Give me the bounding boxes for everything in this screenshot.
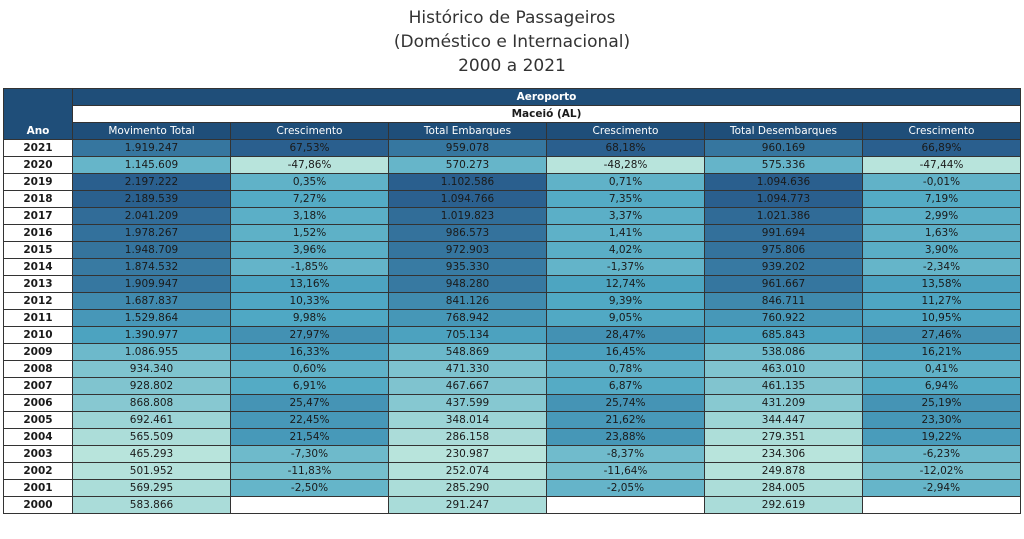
table-row	[4, 361, 1021, 378]
year-cell: 2011	[4, 310, 73, 327]
total-embarques-cell: 291.247	[389, 497, 547, 514]
year-cell: 2004	[4, 429, 73, 446]
table-row	[4, 276, 1021, 293]
crescimento-desembarques-cell: 11,27%	[863, 293, 1021, 310]
movimento-total-cell: 501.952	[73, 463, 231, 480]
movimento-total-cell: 1.948.709	[73, 242, 231, 259]
crescimento-total-cell: 10,33%	[231, 293, 389, 310]
crescimento-embarques-cell: 0,78%	[547, 361, 705, 378]
crescimento-embarques-cell: 4,02%	[547, 242, 705, 259]
total-embarques-cell: 959.078	[389, 140, 547, 157]
crescimento-desembarques-cell	[863, 497, 1021, 514]
movimento-total-cell: 1.687.837	[73, 293, 231, 310]
total-desembarques-cell: 685.843	[705, 327, 863, 344]
title-line-2: (Doméstico e Internacional)	[393, 32, 631, 52]
crescimento-embarques-cell: -8,37%	[547, 446, 705, 463]
table-row	[4, 446, 1021, 463]
crescimento-embarques-cell: 9,39%	[547, 293, 705, 310]
year-cell: 2012	[4, 293, 73, 310]
column-header-movimento-total: Movimento Total	[73, 123, 231, 140]
movimento-total-cell: 1.874.532	[73, 259, 231, 276]
table-row	[4, 191, 1021, 208]
crescimento-total-cell: 21,54%	[231, 429, 389, 446]
year-cell: 2020	[4, 157, 73, 174]
crescimento-embarques-cell: -48,28%	[547, 157, 705, 174]
crescimento-total-cell: 16,33%	[231, 344, 389, 361]
total-embarques-cell: 348.014	[389, 412, 547, 429]
total-embarques-cell: 972.903	[389, 242, 547, 259]
year-cell: 2013	[4, 276, 73, 293]
airport-name-header: Maceió (AL)	[73, 106, 1021, 123]
crescimento-embarques-cell: -11,64%	[547, 463, 705, 480]
crescimento-total-cell: 3,18%	[231, 208, 389, 225]
movimento-total-cell: 1.086.955	[73, 344, 231, 361]
crescimento-desembarques-cell: 66,89%	[863, 140, 1021, 157]
airport-group-header: Aeroporto	[73, 89, 1021, 106]
total-desembarques-cell: 284.005	[705, 480, 863, 497]
year-cell: 2017	[4, 208, 73, 225]
crescimento-embarques-cell: 68,18%	[547, 140, 705, 157]
total-desembarques-cell: 846.711	[705, 293, 863, 310]
crescimento-total-cell: 3,96%	[231, 242, 389, 259]
crescimento-embarques-cell: -1,37%	[547, 259, 705, 276]
total-embarques-cell: 841.126	[389, 293, 547, 310]
passenger-table	[3, 88, 1021, 514]
movimento-total-cell: 565.509	[73, 429, 231, 446]
movimento-total-cell: 868.808	[73, 395, 231, 412]
chart-title	[0, 6, 1024, 78]
table-row	[4, 395, 1021, 412]
total-desembarques-cell: 1.094.773	[705, 191, 863, 208]
crescimento-desembarques-cell: 23,30%	[863, 412, 1021, 429]
crescimento-desembarques-cell: -6,23%	[863, 446, 1021, 463]
crescimento-total-cell: 13,16%	[231, 276, 389, 293]
crescimento-desembarques-cell: 10,95%	[863, 310, 1021, 327]
movimento-total-cell: 569.295	[73, 480, 231, 497]
crescimento-desembarques-cell: 6,94%	[863, 378, 1021, 395]
year-cell: 2005	[4, 412, 73, 429]
movimento-total-cell: 934.340	[73, 361, 231, 378]
movimento-total-cell: 1.529.864	[73, 310, 231, 327]
total-desembarques-cell: 344.447	[705, 412, 863, 429]
column-header-total-desembarques: Total Desembarques	[705, 123, 863, 140]
movimento-total-cell: 465.293	[73, 446, 231, 463]
crescimento-desembarques-cell: 19,22%	[863, 429, 1021, 446]
crescimento-total-cell: -7,30%	[231, 446, 389, 463]
total-embarques-cell: 437.599	[389, 395, 547, 412]
year-cell: 2008	[4, 361, 73, 378]
total-embarques-cell: 570.273	[389, 157, 547, 174]
total-embarques-cell: 467.667	[389, 378, 547, 395]
total-desembarques-cell: 292.619	[705, 497, 863, 514]
crescimento-total-cell: 67,53%	[231, 140, 389, 157]
movimento-total-cell: 2.197.222	[73, 174, 231, 191]
total-desembarques-cell: 961.667	[705, 276, 863, 293]
crescimento-desembarques-cell: -2,34%	[863, 259, 1021, 276]
table-row	[4, 344, 1021, 361]
movimento-total-cell: 1.978.267	[73, 225, 231, 242]
title-line-3: 2000 a 2021	[458, 56, 566, 76]
table-row	[4, 225, 1021, 242]
movimento-total-cell: 1.390.977	[73, 327, 231, 344]
year-cell: 2002	[4, 463, 73, 480]
crescimento-desembarques-cell: 16,21%	[863, 344, 1021, 361]
table-row	[4, 480, 1021, 497]
year-cell: 2021	[4, 140, 73, 157]
table-row	[4, 140, 1021, 157]
total-embarques-cell: 548.869	[389, 344, 547, 361]
column-header-crescimento-total: Crescimento	[231, 123, 389, 140]
column-header-total-embarques: Total Embarques	[389, 123, 547, 140]
total-embarques-cell: 286.158	[389, 429, 547, 446]
crescimento-desembarques-cell: 7,19%	[863, 191, 1021, 208]
crescimento-embarques-cell: 21,62%	[547, 412, 705, 429]
total-desembarques-cell: 960.169	[705, 140, 863, 157]
crescimento-total-cell: 6,91%	[231, 378, 389, 395]
crescimento-total-cell: 27,97%	[231, 327, 389, 344]
crescimento-embarques-cell: 6,87%	[547, 378, 705, 395]
crescimento-total-cell: 0,35%	[231, 174, 389, 191]
total-embarques-cell: 1.094.766	[389, 191, 547, 208]
year-cell: 2009	[4, 344, 73, 361]
table-row	[4, 412, 1021, 429]
table-row	[4, 242, 1021, 259]
table-body	[4, 140, 1021, 514]
total-desembarques-cell: 463.010	[705, 361, 863, 378]
total-embarques-cell: 285.290	[389, 480, 547, 497]
total-desembarques-cell: 575.336	[705, 157, 863, 174]
year-cell: 2018	[4, 191, 73, 208]
movimento-total-cell: 2.189.539	[73, 191, 231, 208]
table-row	[4, 310, 1021, 327]
total-desembarques-cell: 538.086	[705, 344, 863, 361]
column-header-crescimento-desembarques: Crescimento	[863, 123, 1021, 140]
crescimento-desembarques-cell: -12,02%	[863, 463, 1021, 480]
total-desembarques-cell: 975.806	[705, 242, 863, 259]
crescimento-embarques-cell: 9,05%	[547, 310, 705, 327]
total-desembarques-cell: 234.306	[705, 446, 863, 463]
crescimento-embarques-cell: 3,37%	[547, 208, 705, 225]
year-cell: 2000	[4, 497, 73, 514]
year-column-header: Ano	[4, 89, 73, 140]
crescimento-desembarques-cell: 25,19%	[863, 395, 1021, 412]
total-embarques-cell: 230.987	[389, 446, 547, 463]
crescimento-total-cell: 25,47%	[231, 395, 389, 412]
year-cell: 2003	[4, 446, 73, 463]
crescimento-desembarques-cell: 13,58%	[863, 276, 1021, 293]
total-embarques-cell: 252.074	[389, 463, 547, 480]
table-row	[4, 429, 1021, 446]
crescimento-embarques-cell: 25,74%	[547, 395, 705, 412]
crescimento-total-cell	[231, 497, 389, 514]
table-row	[4, 259, 1021, 276]
crescimento-total-cell: 9,98%	[231, 310, 389, 327]
total-embarques-cell: 948.280	[389, 276, 547, 293]
crescimento-embarques-cell: -2,05%	[547, 480, 705, 497]
crescimento-desembarques-cell: 3,90%	[863, 242, 1021, 259]
movimento-total-cell: 928.802	[73, 378, 231, 395]
total-desembarques-cell: 279.351	[705, 429, 863, 446]
crescimento-desembarques-cell: 27,46%	[863, 327, 1021, 344]
crescimento-embarques-cell: 1,41%	[547, 225, 705, 242]
crescimento-desembarques-cell: -0,01%	[863, 174, 1021, 191]
year-cell: 2001	[4, 480, 73, 497]
year-cell: 2019	[4, 174, 73, 191]
total-desembarques-cell: 991.694	[705, 225, 863, 242]
year-cell: 2015	[4, 242, 73, 259]
year-cell: 2006	[4, 395, 73, 412]
movimento-total-cell: 583.866	[73, 497, 231, 514]
crescimento-embarques-cell: 23,88%	[547, 429, 705, 446]
crescimento-total-cell: -47,86%	[231, 157, 389, 174]
total-embarques-cell: 705.134	[389, 327, 547, 344]
crescimento-desembarques-cell: -2,94%	[863, 480, 1021, 497]
table-row	[4, 378, 1021, 395]
crescimento-total-cell: -11,83%	[231, 463, 389, 480]
total-embarques-cell: 471.330	[389, 361, 547, 378]
total-embarques-cell: 1.019.823	[389, 208, 547, 225]
movimento-total-cell: 1.909.947	[73, 276, 231, 293]
crescimento-total-cell: 7,27%	[231, 191, 389, 208]
year-cell: 2014	[4, 259, 73, 276]
total-desembarques-cell: 431.209	[705, 395, 863, 412]
year-cell: 2007	[4, 378, 73, 395]
crescimento-embarques-cell: 28,47%	[547, 327, 705, 344]
crescimento-total-cell: 0,60%	[231, 361, 389, 378]
total-desembarques-cell: 1.094.636	[705, 174, 863, 191]
crescimento-embarques-cell: 16,45%	[547, 344, 705, 361]
crescimento-total-cell: 22,45%	[231, 412, 389, 429]
total-desembarques-cell: 939.202	[705, 259, 863, 276]
crescimento-embarques-cell: 7,35%	[547, 191, 705, 208]
total-embarques-cell: 1.102.586	[389, 174, 547, 191]
movimento-total-cell: 692.461	[73, 412, 231, 429]
year-cell: 2016	[4, 225, 73, 242]
total-desembarques-cell: 1.021.386	[705, 208, 863, 225]
table-row	[4, 157, 1021, 174]
movimento-total-cell: 1.919.247	[73, 140, 231, 157]
movimento-total-cell: 1.145.609	[73, 157, 231, 174]
movimento-total-cell: 2.041.209	[73, 208, 231, 225]
total-embarques-cell: 935.330	[389, 259, 547, 276]
crescimento-desembarques-cell: 0,41%	[863, 361, 1021, 378]
crescimento-total-cell: -1,85%	[231, 259, 389, 276]
table-row	[4, 293, 1021, 310]
crescimento-total-cell: -2,50%	[231, 480, 389, 497]
crescimento-desembarques-cell: -47,44%	[863, 157, 1021, 174]
total-desembarques-cell: 461.135	[705, 378, 863, 395]
column-header-crescimento-embarques: Crescimento	[547, 123, 705, 140]
table-row	[4, 174, 1021, 191]
crescimento-embarques-cell	[547, 497, 705, 514]
year-cell: 2010	[4, 327, 73, 344]
crescimento-embarques-cell: 12,74%	[547, 276, 705, 293]
total-embarques-cell: 768.942	[389, 310, 547, 327]
table-row	[4, 208, 1021, 225]
crescimento-desembarques-cell: 2,99%	[863, 208, 1021, 225]
total-desembarques-cell: 760.922	[705, 310, 863, 327]
total-desembarques-cell: 249.878	[705, 463, 863, 480]
table-row	[4, 463, 1021, 480]
table-row	[4, 327, 1021, 344]
total-embarques-cell: 986.573	[389, 225, 547, 242]
table-row	[4, 497, 1021, 514]
crescimento-embarques-cell: 0,71%	[547, 174, 705, 191]
crescimento-desembarques-cell: 1,63%	[863, 225, 1021, 242]
crescimento-total-cell: 1,52%	[231, 225, 389, 242]
title-line-1: Histórico de Passageiros	[408, 8, 616, 28]
